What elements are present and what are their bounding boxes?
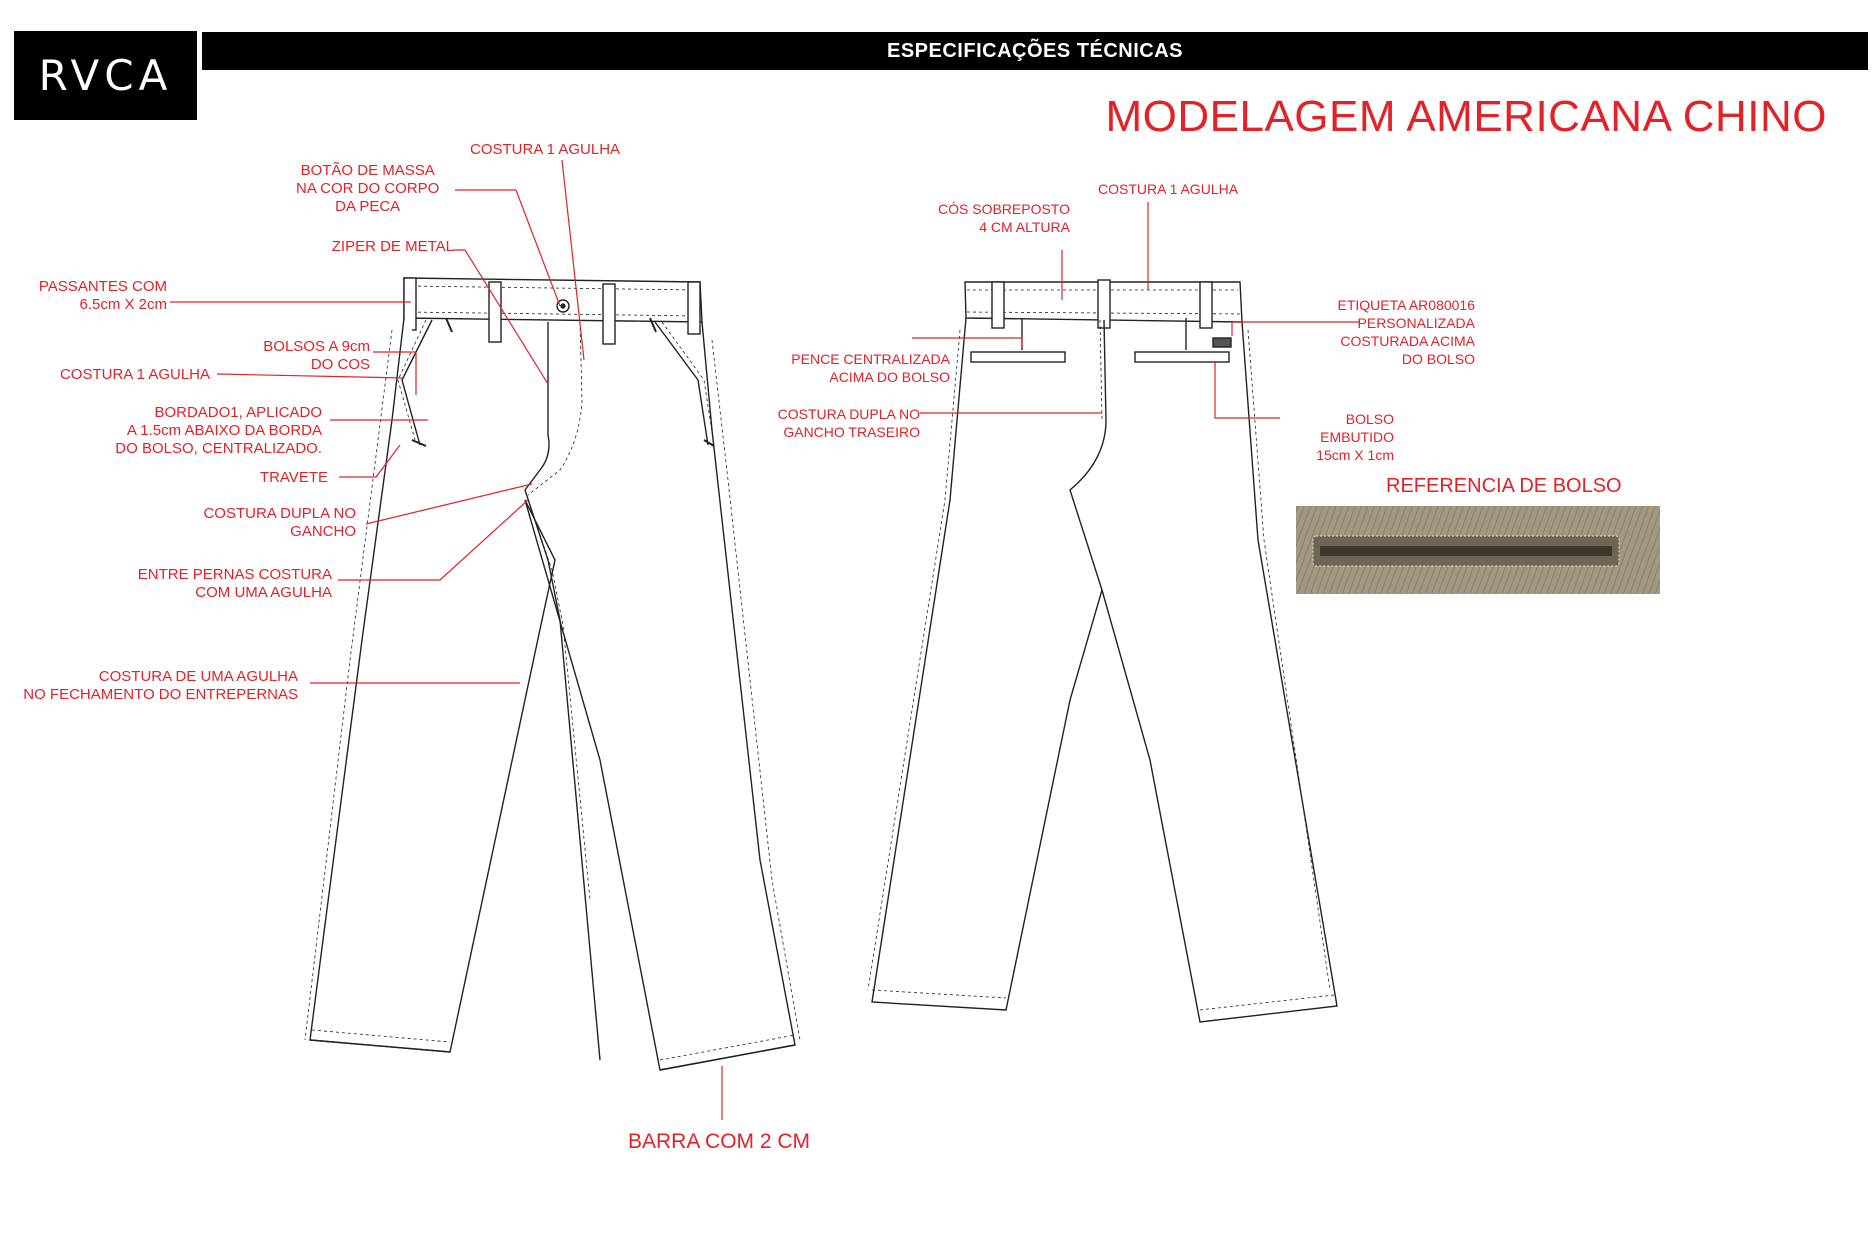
label-ziper: ZIPER DE METAL: [331, 238, 454, 255]
front-pants-drawing: [305, 278, 800, 1070]
page-title: MODELAGEM AMERICANA CHINO: [1105, 92, 1827, 141]
label-costura-1-agulha-side: COSTURA 1 AGULHA: [59, 366, 210, 383]
header-title: ESPECIFICAÇÕES TÉCNICAS: [887, 39, 1183, 62]
back-pants-drawing: [868, 280, 1337, 1022]
label-bolso-embutido: BOLSO EMBUTIDO 15cm X 1cm: [1316, 411, 1394, 463]
label-passantes: PASSANTES COM 6.5cm X 2cm: [38, 278, 167, 313]
label-travete: TRAVETE: [259, 469, 328, 486]
label-barra: BARRA COM 2 CM: [628, 1130, 811, 1153]
pocket-reference-title: REFERENCIA DE BOLSO: [1386, 475, 1622, 497]
label-bolsos: BOLSOS A 9cm DO COS: [263, 338, 370, 373]
label-costura-1-agulha-back: COSTURA 1 AGULHA: [1098, 181, 1239, 197]
label-cos-sobreposto: CÓS SOBREPOSTO 4 CM ALTURA: [938, 201, 1070, 235]
label-pence: PENCE CENTRALIZADA ACIMA DO BOLSO: [791, 351, 950, 385]
label-costura-uma-agulha: COSTURA DE UMA AGULHA NO FECHAMENTO DO ENTREPERNAS: [23, 668, 298, 703]
label-botao: BOTÃO DE MASSA NA COR DO CORPO DA PECA: [296, 162, 440, 215]
label-costura-dupla-back: COSTURA DUPLA NO GANCHO TRASEIRO: [777, 406, 920, 440]
label-bordado: BORDADO1, APLICADO A 1.5cm ABAIXO DA BORDA DO BOLSO, CENTRALIZADO.: [115, 404, 322, 457]
label-costura-dupla-gancho: COSTURA DUPLA NO GANCHO: [203, 505, 356, 540]
label-entre-pernas: ENTRE PERNAS COSTURA COM UMA AGULHA: [137, 566, 332, 601]
label-costura-1-agulha-top: COSTURA 1 AGULHA: [470, 141, 621, 158]
pocket-reference-photo: [1296, 506, 1660, 594]
logo-text: RVCA: [38, 51, 173, 100]
label-etiqueta: ETIQUETA AR080016 PERSONALIZADA COSTURADA ACIMA DO BOLSO: [1337, 297, 1475, 367]
